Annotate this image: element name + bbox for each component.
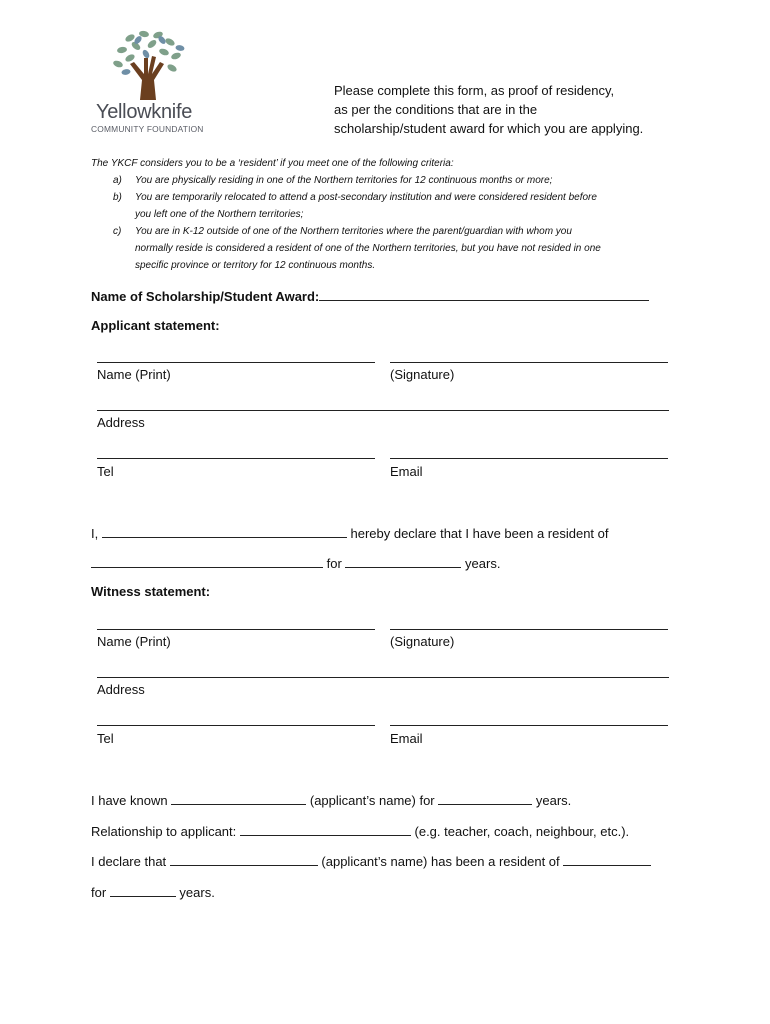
tree-hand-icon <box>100 28 200 100</box>
known-prefix: I have known <box>91 793 168 808</box>
criteria-marker: c) <box>113 226 122 237</box>
declaration-prefix: I, <box>91 526 99 541</box>
criteria-marker: a) <box>113 175 122 186</box>
declare-middle: (applicant’s name) has been a resident of <box>321 854 560 869</box>
declare-applicant-name-field[interactable] <box>170 851 318 866</box>
applicant-name-label: Name (Print) <box>97 367 171 382</box>
declaration-line-2 <box>91 553 500 571</box>
criteria-line: specific province or territory for 12 continuous months. <box>135 260 376 271</box>
criteria-item <box>91 189 601 223</box>
declaration-middle: hereby declare that I have been a resident of <box>350 526 609 541</box>
known-middle: (applicant’s name) for <box>309 793 435 808</box>
witness-address-label: Address <box>97 682 145 697</box>
witness-name-field[interactable] <box>97 629 375 630</box>
intro-line: as per the conditions that are in the <box>334 102 538 117</box>
intro-text <box>334 81 643 138</box>
criteria-line: normally reside is considered a resident of one of the Northern territories, but you have not resided in one <box>135 243 601 254</box>
declaration-line-1 <box>91 523 609 541</box>
witness-signature-field[interactable] <box>390 629 668 630</box>
foundation-logo <box>88 28 208 138</box>
years-word: years. <box>179 885 215 900</box>
for-years-line <box>91 882 215 900</box>
declare-prefix: I declare that <box>91 854 167 869</box>
relationship-field[interactable] <box>240 821 411 836</box>
applicant-address-label: Address <box>97 415 145 430</box>
criteria-marker: b) <box>113 192 122 203</box>
known-applicant-name-field[interactable] <box>171 790 306 805</box>
criteria-lead: The YKCF considers you to be a ‘resident’ if you meet one of the following criteria: <box>91 158 454 169</box>
criteria-line: You are in K-12 outside of one of the Northern territories where the parent/guardian with whom you <box>135 226 572 237</box>
criteria-line: You are temporarily relocated to attend a post-secondary institution and were considered resident before <box>135 192 597 203</box>
applicant-signature-label: (Signature) <box>390 367 455 382</box>
intro-line: scholarship/student award for which you are applying. <box>334 121 644 136</box>
declare-years-field[interactable] <box>110 882 176 897</box>
residency-criteria <box>91 155 601 274</box>
applicant-email-label: Email <box>390 464 423 479</box>
applicant-signature-field[interactable] <box>390 362 668 363</box>
known-years-field[interactable] <box>438 790 532 805</box>
relationship-prefix: Relationship to applicant: <box>91 824 237 839</box>
award-name-row <box>91 286 649 304</box>
witness-tel-field[interactable] <box>97 725 375 726</box>
logo-subtitle: COMMUNITY FOUNDATION <box>91 124 204 134</box>
relationship-suffix: (e.g. teacher, coach, neighbour, etc.). <box>414 824 630 839</box>
known-suffix: years. <box>535 793 572 808</box>
residence-years-field[interactable] <box>345 553 461 568</box>
applicant-email-field[interactable] <box>390 458 668 459</box>
criteria-item <box>91 223 601 274</box>
witness-signature-label: (Signature) <box>390 634 455 649</box>
criteria-item <box>91 172 601 189</box>
witness-email-label: Email <box>390 731 423 746</box>
intro-line: Please complete this form, as proof of residency, <box>334 83 615 98</box>
applicant-address-field[interactable] <box>97 410 669 411</box>
declarant-name-field[interactable] <box>102 523 347 538</box>
applicant-tel-label: Tel <box>97 464 114 479</box>
declaration-for: for <box>326 556 342 571</box>
declare-location-field[interactable] <box>563 851 651 866</box>
known-line <box>91 790 571 808</box>
logo-wordmark: Yellowknife <box>96 101 193 123</box>
residence-location-field[interactable] <box>91 553 323 568</box>
witness-email-field[interactable] <box>390 725 668 726</box>
applicant-heading: Applicant statement: <box>91 318 220 333</box>
declaration-years: years. <box>465 556 501 571</box>
witness-heading: Witness statement: <box>91 584 211 599</box>
witness-tel-label: Tel <box>97 731 114 746</box>
declare-line <box>91 851 651 869</box>
witness-address-field[interactable] <box>97 677 669 678</box>
applicant-tel-field[interactable] <box>97 458 375 459</box>
for-word: for <box>91 885 107 900</box>
applicant-name-field[interactable] <box>97 362 375 363</box>
criteria-line: You are physically residing in one of the Northern territories for 12 continuous months or more; <box>135 175 553 186</box>
criteria-line: you left one of the Northern territories; <box>135 209 304 220</box>
award-name-label: Name of Scholarship/Student Award: <box>91 289 320 304</box>
relationship-line <box>91 821 629 839</box>
award-name-field[interactable] <box>319 286 649 301</box>
witness-name-label: Name (Print) <box>97 634 171 649</box>
